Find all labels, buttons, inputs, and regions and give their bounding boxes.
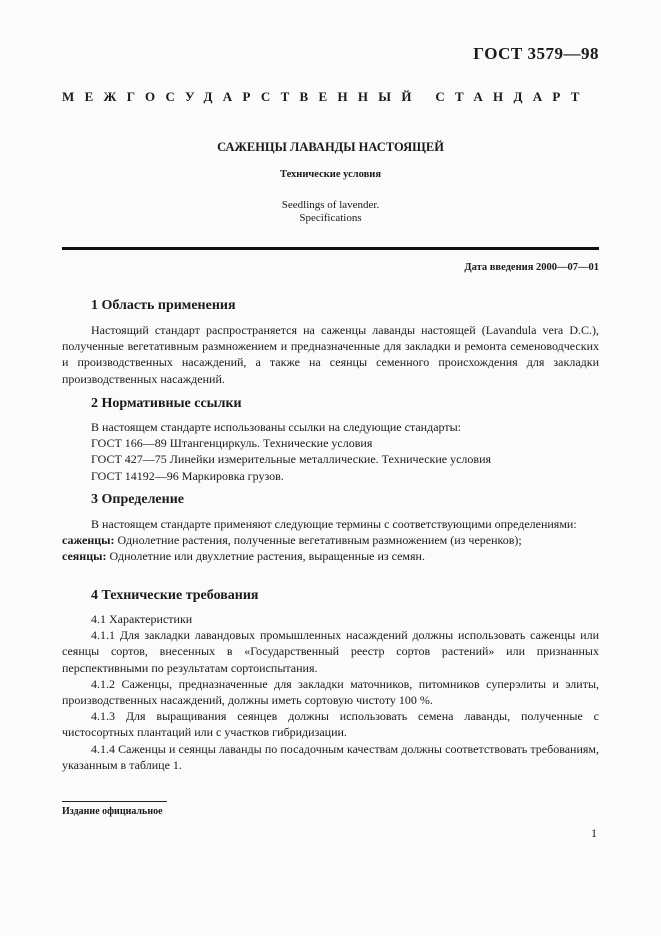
clause-4-1-1: 4.1.1 Для закладки лавандовых промышленных насаждений должны использовать саженцы или сеянцы сортов, внесенных в «Государственный реестр сортов растений» или признанных перспективными по результатам сортоиспытания. <box>62 628 599 675</box>
introduction-date: Дата введения 2000—07—01 <box>464 262 599 273</box>
footer-divider <box>62 801 167 802</box>
official-edition-label: Издание официальное <box>62 806 163 817</box>
section-4-heading: 4 Технические требования <box>91 588 259 603</box>
page-number: 1 <box>591 826 597 840</box>
references-intro: В настоящем стандарте использованы ссылки на следующие стандарты: <box>91 420 462 434</box>
section-2-heading: 2 Нормативные ссылки <box>91 396 242 411</box>
document-subtitle: Технические условия <box>279 169 382 180</box>
section-4-body <box>62 611 599 773</box>
section-1-body <box>62 322 599 387</box>
term-sprouts: сеянцы: <box>62 549 107 564</box>
definition-sprouts-text: Однолетние или двухлетние растения, выращенные из семян. <box>109 549 425 564</box>
section-3-body <box>62 516 599 565</box>
section-2-references <box>91 419 491 484</box>
reference-item: ГОСТ 427—75 Линейки измерительные металлические. Технические условия <box>91 452 492 467</box>
english-title <box>0 199 661 225</box>
clause-4-1-3: 4.1.3 Для выращивания сеянцев должны использовать семена лаванды, полученные с чистосортных плантаций или с участков гибридизации. <box>62 709 599 740</box>
definitions-intro: В настоящем стандарте применяют следующие термины с соответствующими определениями: <box>91 517 577 531</box>
section-1-heading: 1 Область применения <box>91 298 236 313</box>
gost-number: ГОСТ 3579—98 <box>473 44 599 63</box>
clause-4-1: 4.1 Характеристики <box>91 612 193 626</box>
document-title: САЖЕНЦЫ ЛАВАНДЫ НАСТОЯЩЕЙ <box>217 140 444 154</box>
section-1-paragraph: Настоящий стандарт распространяется на саженцы лаванды настоящей (Lavandula vera D.C.), полученные вегетативным размножением и предназначенные для закладки и ремонта семеноводческих и производственных насаждений, а также на сеянцы семенного происхождения для закладки производственных насаждений. <box>62 323 599 386</box>
clause-4-1-2: 4.1.2 Саженцы, предназначенные для закладки маточников, питомников суперэлиты и элиты, производственных насаждений, должны иметь сортовую чистоту 100 %. <box>62 676 599 708</box>
section-3-heading: 3 Определение <box>91 492 184 507</box>
english-title-line-1: Seedlings of lavender. <box>281 199 380 211</box>
reference-item: ГОСТ 166—89 Штангенциркуль. Технические условия <box>91 436 373 451</box>
definition-sprouts <box>62 548 599 564</box>
term-seedlings: саженцы: <box>62 533 115 548</box>
clause-4-1-4: 4.1.4 Саженцы и сеянцы лаванды по посадочным качествам должны соответствовать требованиям, указанным в таблице 1. <box>62 741 599 772</box>
definition-seedlings <box>62 532 599 548</box>
interstate-standard-label: МЕЖГОСУДАРСТВЕННЫЙ СТАНДАРТ <box>62 89 590 104</box>
definition-seedlings-text: Однолетние растения, полученные вегетативным размножением (из черенков); <box>117 533 522 548</box>
english-title-line-2: Specifications <box>299 212 362 224</box>
header-divider <box>62 247 599 250</box>
reference-item: ГОСТ 14192—96 Маркировка грузов. <box>91 468 284 483</box>
